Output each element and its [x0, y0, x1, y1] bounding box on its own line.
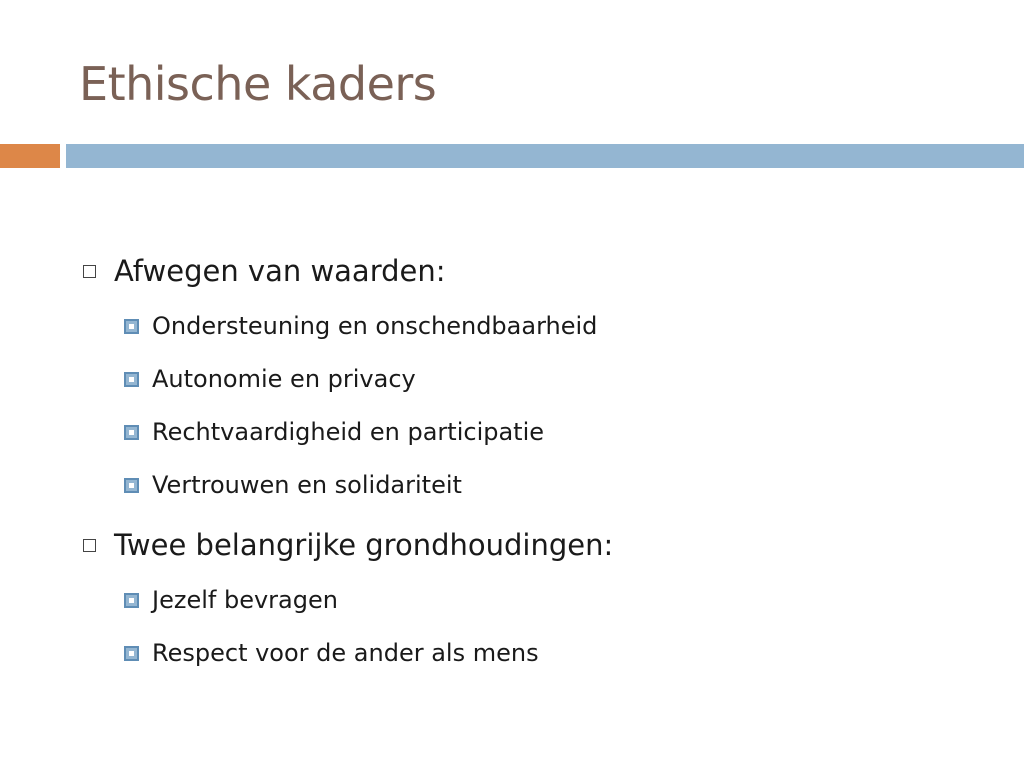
bullet-item-level2	[80, 627, 980, 680]
sub-bullet-text: Ondersteuning en onschendbaarheid	[152, 312, 598, 340]
hollow-square-bullet-icon	[83, 265, 96, 278]
sub-bullet-list	[80, 300, 980, 512]
slide-title: Ethische kaders	[79, 57, 437, 111]
bullet-item-level2	[80, 300, 980, 353]
bullet-item-level1	[80, 248, 980, 294]
hollow-square-bullet-icon	[83, 539, 96, 552]
filled-square-bullet-icon	[124, 372, 139, 387]
sub-bullet-text: Jezelf bevragen	[152, 586, 338, 614]
bullet-item-level2	[80, 574, 980, 627]
title-rule-bar	[66, 144, 1024, 168]
bullet-item-level2	[80, 406, 980, 459]
filled-square-bullet-icon	[124, 425, 139, 440]
sub-bullet-text: Rechtvaardigheid en participatie	[152, 418, 545, 446]
sub-bullet-text: Vertrouwen en solidariteit	[152, 471, 462, 499]
filled-square-bullet-icon	[124, 319, 139, 334]
bullet-item-level2	[80, 459, 980, 512]
filled-square-bullet-icon	[124, 646, 139, 661]
sub-bullet-text: Autonomie en privacy	[152, 365, 416, 393]
filled-square-bullet-icon	[124, 478, 139, 493]
bullet-text: Afwegen van waarden:	[114, 254, 446, 288]
sub-bullet-text: Respect voor de ander als mens	[152, 639, 539, 667]
bullet-item-level2	[80, 353, 980, 406]
bullet-text: Twee belangrijke grondhoudingen:	[114, 528, 614, 562]
title-rule-accent	[0, 144, 60, 168]
bullet-item-level1	[80, 522, 980, 568]
sub-bullet-list	[80, 574, 980, 680]
filled-square-bullet-icon	[124, 593, 139, 608]
slide-content	[80, 248, 980, 690]
